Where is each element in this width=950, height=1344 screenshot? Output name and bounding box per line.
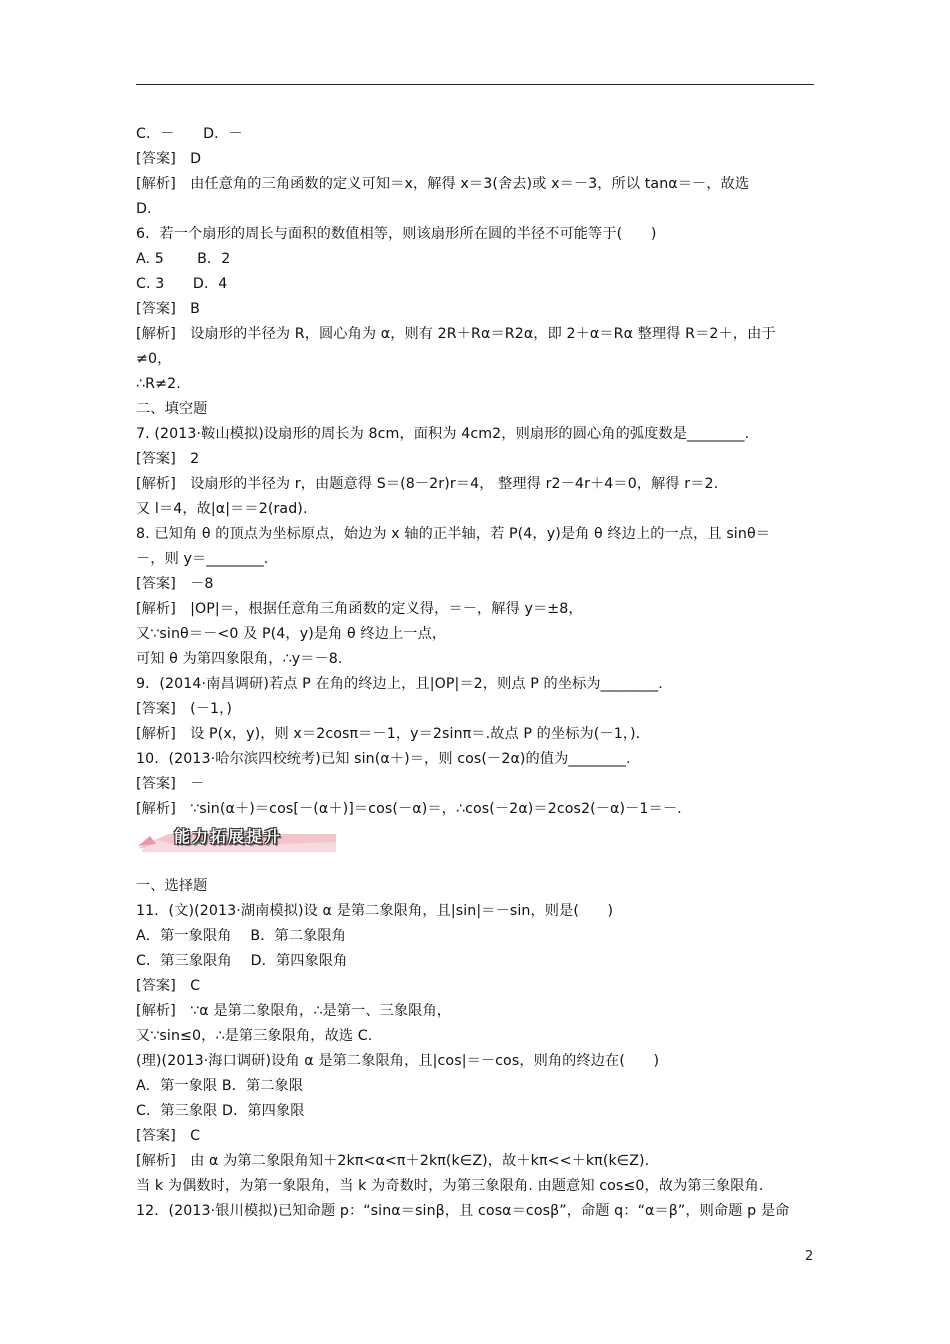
banner-title: 能力拓展提升 xyxy=(174,827,283,846)
text-line: [解析] 设 P(x，y)，则 x＝2cosπ＝－1，y＝2sinπ＝.故点 P 的坐标为(－1，). xyxy=(136,726,641,742)
text-line: 二、填空题 xyxy=(136,401,208,417)
text-line: 可知 θ 为第四象限角，∴y＝－8. xyxy=(136,651,343,667)
text-line: [答案] D xyxy=(136,151,202,167)
text-line: ∴R≠2. xyxy=(136,376,181,392)
text-line: 7. (2013·鞍山模拟)设扇形的周长为 8cm，面积为 4cm2，则扇形的圆心角的弧度数是________. xyxy=(136,426,750,442)
page-number: 2 xyxy=(805,1249,814,1264)
text-line: 10．(2013·哈尔滨四校统考)已知 sin(α＋)＝，则 cos(－2α)的值为________. xyxy=(136,751,631,767)
text-line: A．第一象限 B．第二象限 xyxy=(136,1078,304,1094)
text-line: 又 l＝4，故|α|＝＝2(rad). xyxy=(136,501,308,517)
text-line: [答案] B xyxy=(136,301,200,317)
text-line: 一、选择题 xyxy=(136,878,208,894)
text-line: [解析] 由 α 为第二象限角知＋2kπ<α<π＋2kπ(k∈Z)，故＋kπ<<＋kπ(k∈Z). xyxy=(136,1153,650,1169)
text-line: [解析] 由任意角的三角函数的定义可知＝x，解得 x＝3(舍去)或 x＝－3，所以 tanα＝－，故选 xyxy=(136,176,750,192)
text-line: －，则 y＝________. xyxy=(136,551,269,567)
text-line: 8. 已知角 θ 的顶点为坐标原点，始边为 x 轴的正半轴，若 P(4，y)是角 θ 终边上的一点，且 sinθ＝ xyxy=(136,526,771,542)
text-line: [答案] C xyxy=(136,978,201,994)
text-line: A. 5 B．2 xyxy=(136,251,231,267)
text-line: [解析] ∵α 是第二象限角，∴是第一、三象限角， xyxy=(136,1003,452,1019)
text-line: [答案] －8 xyxy=(136,576,214,592)
text-line: 6．若一个扇形的周长与面积的数值相等，则该扇形所在圆的半径不可能等于( ) xyxy=(136,226,657,242)
text-line: 又∵sinθ＝－<0 及 P(4，y)是角 θ 终边上一点， xyxy=(136,626,447,642)
text-line: 又∵sin≤0，∴是第三象限角，故选 C. xyxy=(136,1028,373,1044)
text-line: [答案] － xyxy=(136,776,205,792)
text-line: A．第一象限角 B．第二象限角 xyxy=(136,928,346,944)
exercise-block-basic xyxy=(136,122,816,822)
text-line: C. 3 D．4 xyxy=(136,276,228,292)
header-rule xyxy=(136,84,814,85)
exercise-block-advanced xyxy=(136,874,816,1224)
text-line: C．第三象限 D．第四象限 xyxy=(136,1103,305,1119)
text-line: [答案] (－1，) xyxy=(136,701,233,717)
text-line: D. xyxy=(136,201,152,217)
text-line: (理)(2013·海口调研)设角 α 是第二象限角，且|cos|＝－cos，则角的终边在( ) xyxy=(136,1053,660,1069)
text-line: C．－ D．－ xyxy=(136,126,243,142)
text-line: [答案] 2 xyxy=(136,451,200,467)
text-line: 11．(文)(2013·湖南模拟)设 α 是第二象限角，且|sin|＝－sin，则是( ) xyxy=(136,903,614,919)
document-body xyxy=(136,122,816,1224)
text-line: [答案] C xyxy=(136,1128,201,1144)
section-banner xyxy=(136,824,816,854)
text-line: C．第三象限角 D．第四象限角 xyxy=(136,953,348,969)
text-line: 12．(2013·银川模拟)已知命题 p：“sinα＝sinβ，且 cosα＝cosβ”，命题 q：“α＝β”，则命题 p 是命 xyxy=(136,1203,790,1219)
text-line: [解析] 设扇形的半径为 R，圆心角为 α，则有 2R＋Rα＝R2α，即 2＋α＝Rα 整理得 R＝2＋，由于 xyxy=(136,326,776,342)
text-line: [解析] 设扇形的半径为 r，由题意得 S＝(8－2r)r＝4， 整理得 r2－4r＋4＝0，解得 r＝2. xyxy=(136,476,719,492)
text-line: 9．(2014·南昌调研)若点 P 在角的终边上，且|OP|＝2，则点 P 的坐标为________. xyxy=(136,676,663,692)
text-line: [解析] ∵sin(α＋)＝cos[－(α＋)]＝cos(－α)＝，∴cos(－2α)＝2cos2(－α)－1＝－. xyxy=(136,801,682,817)
text-line: 当 k 为偶数时，为第一象限角，当 k 为奇数时，为第三象限角. 由题意知 cos≤0，故为第三象限角. xyxy=(136,1178,764,1194)
text-line: ≠0， xyxy=(136,351,172,367)
text-line: [解析] |OP|＝，根据任意角三角函数的定义得，＝－，解得 y＝±8， xyxy=(136,601,583,617)
